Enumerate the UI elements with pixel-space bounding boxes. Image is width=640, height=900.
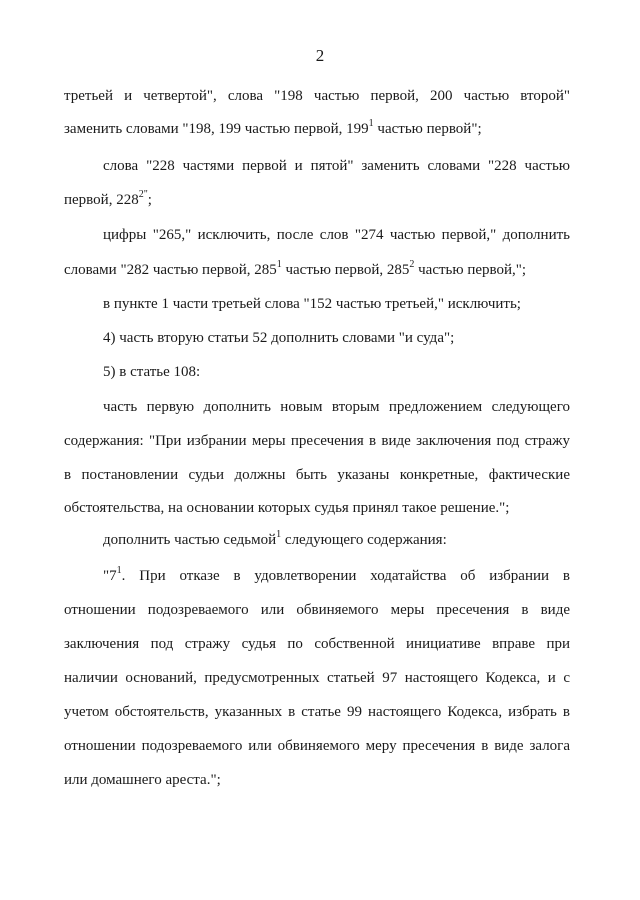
text-line: часть первую дополнить новым вторым предложением следующего	[103, 399, 570, 415]
text-line: или домашнего ареста.";	[64, 772, 221, 788]
text-line: наличии оснований, предусмотренных статьей 97 настоящего Кодекса, и с	[64, 670, 570, 686]
text-line: заключения под стражу судья по собственной инициативе вправе при	[64, 636, 570, 652]
page-number: 2	[315, 46, 325, 65]
text-line: 5) в статье 108:	[103, 364, 201, 380]
text-line: в пункте 1 части третьей слова "152 частью третьей," исключить;	[103, 296, 521, 312]
text-line: словами "282 частью первой, $285^1$ частью первой, $285^2$ частью первой,";	[64, 259, 527, 278]
text-line: учетом обстоятельств, указанных в статье 99 настоящего Кодекса, избрать в	[64, 704, 570, 720]
text-line: отношении подозреваемого или обвиняемого меру пресечения в виде залога	[64, 738, 570, 754]
text-line: содержания: "При избрании меры пресечения в виде заключения под стражу	[64, 433, 570, 449]
text-line: 4) часть вторую статьи 52 дополнить словами "и суда";	[103, 330, 455, 346]
text-line: "$7^1$. При отказе в удовлетворении ходатайства об избрании в	[103, 565, 570, 584]
text-line: слова "228 частями первой и пятой" заменить словами "228 частью	[103, 158, 570, 174]
text-line: первой, $228^{2"}$;	[64, 189, 152, 208]
text-line: отношении подозреваемого или обвиняемого меры пресечения в виде	[64, 602, 570, 618]
text-line: в постановлении судьи должны быть указаны конкретные, фактические	[64, 467, 570, 483]
text-line: обстоятельства, на основании которых судья принял такое решение.";	[64, 500, 510, 516]
text-line: дополнить частью седьмой$^1$ следующего содержания:	[103, 529, 447, 548]
text-line: заменить словами "198, 199 частью первой, $199^1$ частью первой";	[64, 118, 482, 137]
text-line: цифры "265," исключить, после слов "274 частью первой," дополнить	[103, 227, 570, 243]
text-line: третьей и четвертой", слова "198 частью первой, 200 частью второй"	[64, 88, 570, 104]
